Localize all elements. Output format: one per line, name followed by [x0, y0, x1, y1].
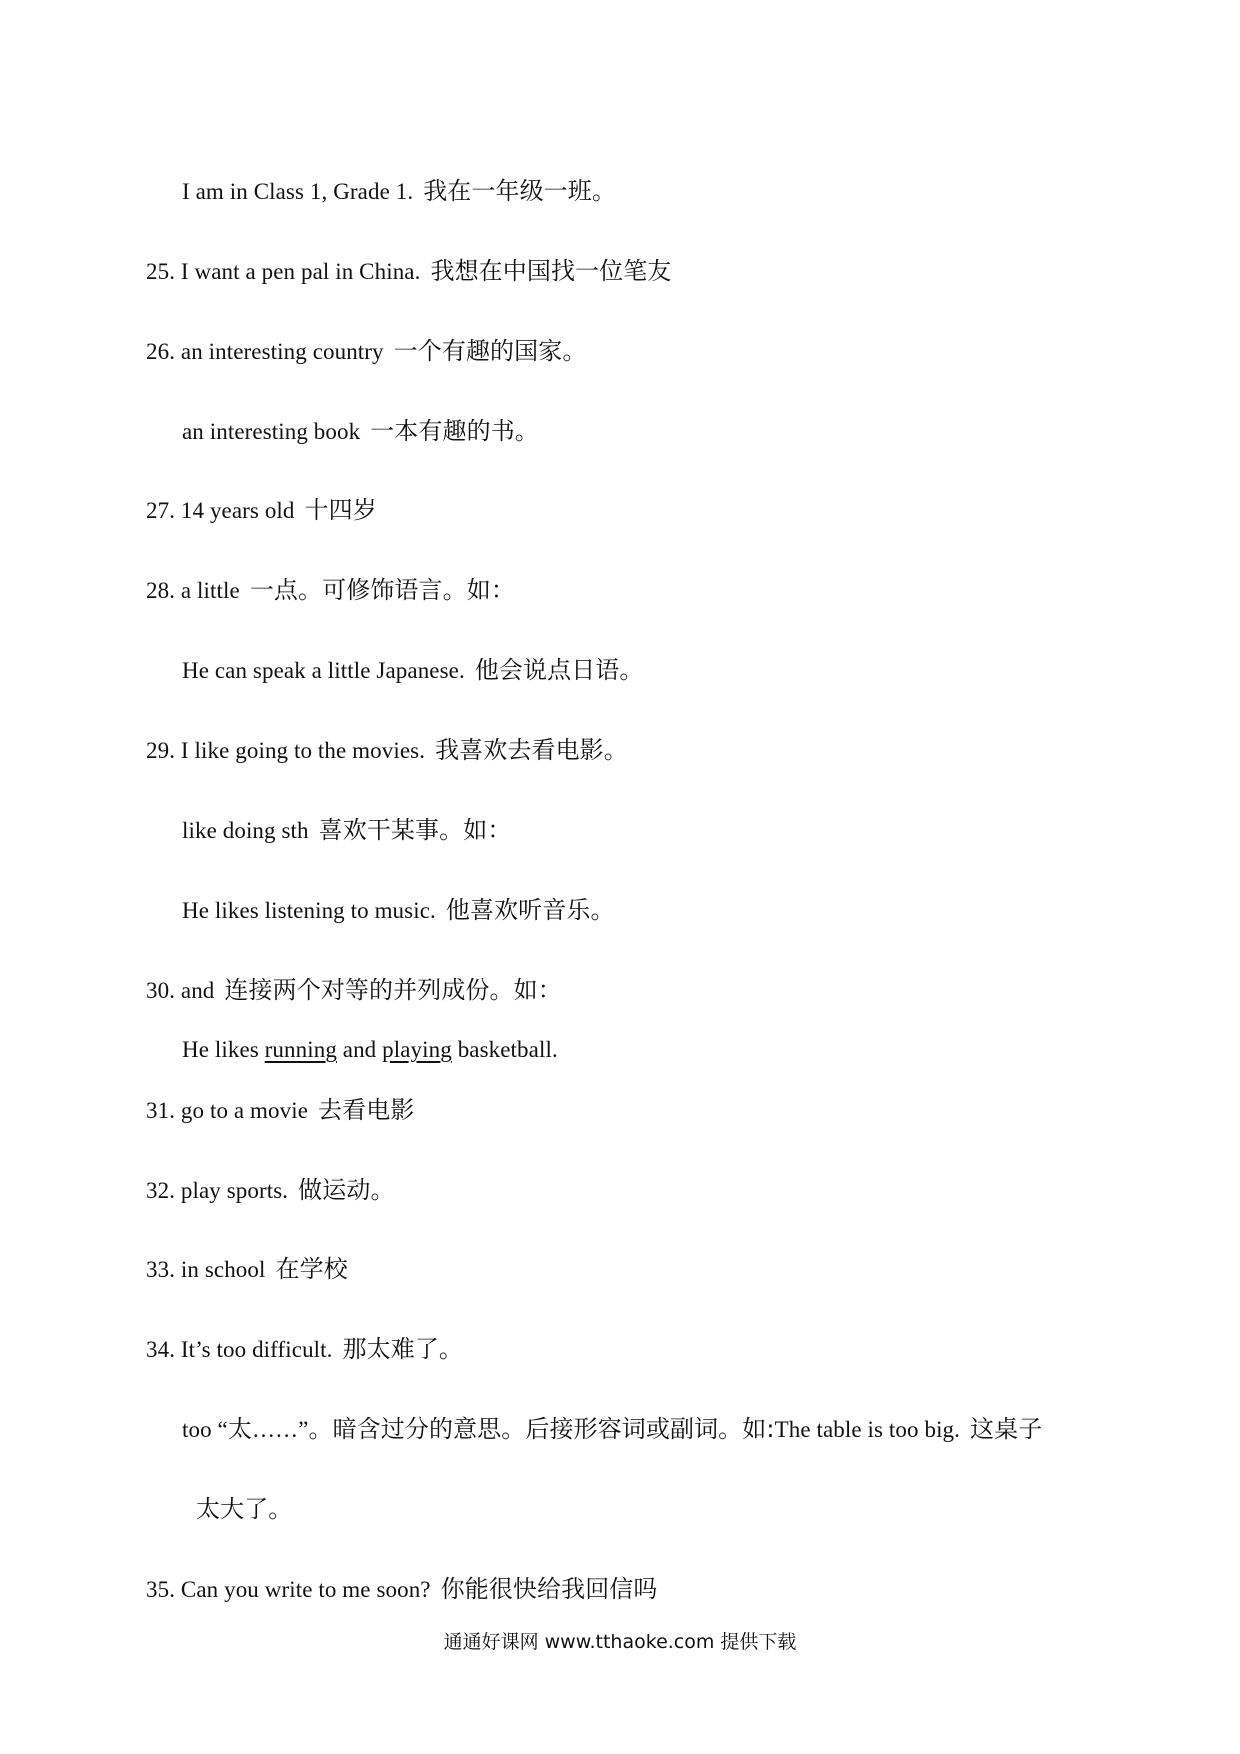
chinese-text: 我想在中国找一位笔友 [430, 257, 672, 285]
english-text: basketball. [451, 1037, 558, 1062]
english-text: and [336, 1037, 383, 1062]
english-text: 27. 14 years old [146, 498, 295, 523]
chinese-text: 那太难了。 [342, 1335, 464, 1363]
chinese-text: 在学校 [275, 1255, 348, 1283]
chinese-text: 连接两个对等的并列成份。如： [224, 976, 562, 1004]
chinese-text: 去看电影 [318, 1096, 415, 1124]
example-28b [182, 655, 644, 686]
chinese-text: 你能很快给我回信吗 [440, 1575, 658, 1603]
chinese-text: 十四岁 [304, 496, 377, 524]
sentence-24b [182, 176, 616, 207]
english-text: 30. and [146, 978, 215, 1003]
example-30b [182, 1035, 558, 1065]
english-text: I am in Class 1, Grade 1. [182, 179, 414, 204]
chinese-text: 一点。可修饰语言。如： [249, 576, 515, 604]
item-31 [146, 1095, 414, 1126]
chinese-text: 喜欢干某事。如： [318, 816, 512, 844]
chinese-text: 这桌子 [970, 1415, 1043, 1443]
chinese-text: 。暗含过分的意思。后接形容词或副词。如: [308, 1415, 775, 1443]
chinese-text: 他喜欢听音乐。 [445, 896, 615, 924]
chinese-text: 太 [227, 1415, 252, 1443]
english-text: 28. a little [146, 578, 240, 603]
english-text: ……” [251, 1417, 309, 1442]
chinese-text: 他会说点日语。 [474, 656, 644, 684]
sentence-26b [182, 416, 539, 447]
item-35 [146, 1574, 658, 1605]
item-28 [146, 575, 515, 606]
explanation-34b [182, 1414, 1042, 1445]
english-text: 35. Can you write to me soon? [146, 1577, 431, 1602]
english-text: 29. I like going to the movies. [146, 738, 426, 763]
english-text: He likes listening to music. [182, 898, 436, 923]
chinese-text: 我喜欢去看电影。 [435, 736, 628, 764]
chinese-text: 一本有趣的书。 [370, 417, 539, 445]
chinese-text: 一个有趣的国家。 [393, 337, 587, 365]
english-text: 25. I want a pen pal in China. [146, 259, 421, 284]
english-text: He likes [182, 1037, 265, 1062]
item-25 [146, 256, 671, 287]
english-text: 34. It’s too difficult. [146, 1337, 333, 1362]
item-30 [146, 975, 562, 1006]
underlined-word: running [264, 1037, 337, 1062]
pattern-29b [182, 815, 511, 846]
underlined-word: playing [382, 1037, 452, 1062]
page-footer: 通通好课网 www.tthaoke.com 提供下载 [443, 1631, 797, 1653]
item-27 [146, 495, 377, 526]
example-29c [182, 895, 615, 926]
item-33 [146, 1254, 348, 1285]
english-text: 32. play sports. [146, 1178, 289, 1203]
chinese-text: 太大了。 [196, 1495, 293, 1523]
chinese-text: 我在一年级一班。 [423, 177, 616, 205]
chinese-text: 做运动。 [298, 1176, 395, 1204]
english-text: 26. an interesting country [146, 339, 384, 364]
english-text: 33. in school [146, 1257, 266, 1282]
english-text: like doing sth [182, 818, 309, 843]
english-text: The table is too big. [774, 1417, 961, 1442]
english-text: He can speak a little Japanese. [182, 658, 465, 683]
item-34 [146, 1334, 463, 1365]
item-32 [146, 1175, 395, 1206]
english-text: 31. go to a movie [146, 1098, 309, 1123]
explanation-34c [196, 1494, 292, 1525]
english-text: an interesting book [182, 419, 361, 444]
item-26 [146, 336, 586, 367]
item-29 [146, 735, 628, 766]
english-text: too “ [182, 1417, 228, 1442]
